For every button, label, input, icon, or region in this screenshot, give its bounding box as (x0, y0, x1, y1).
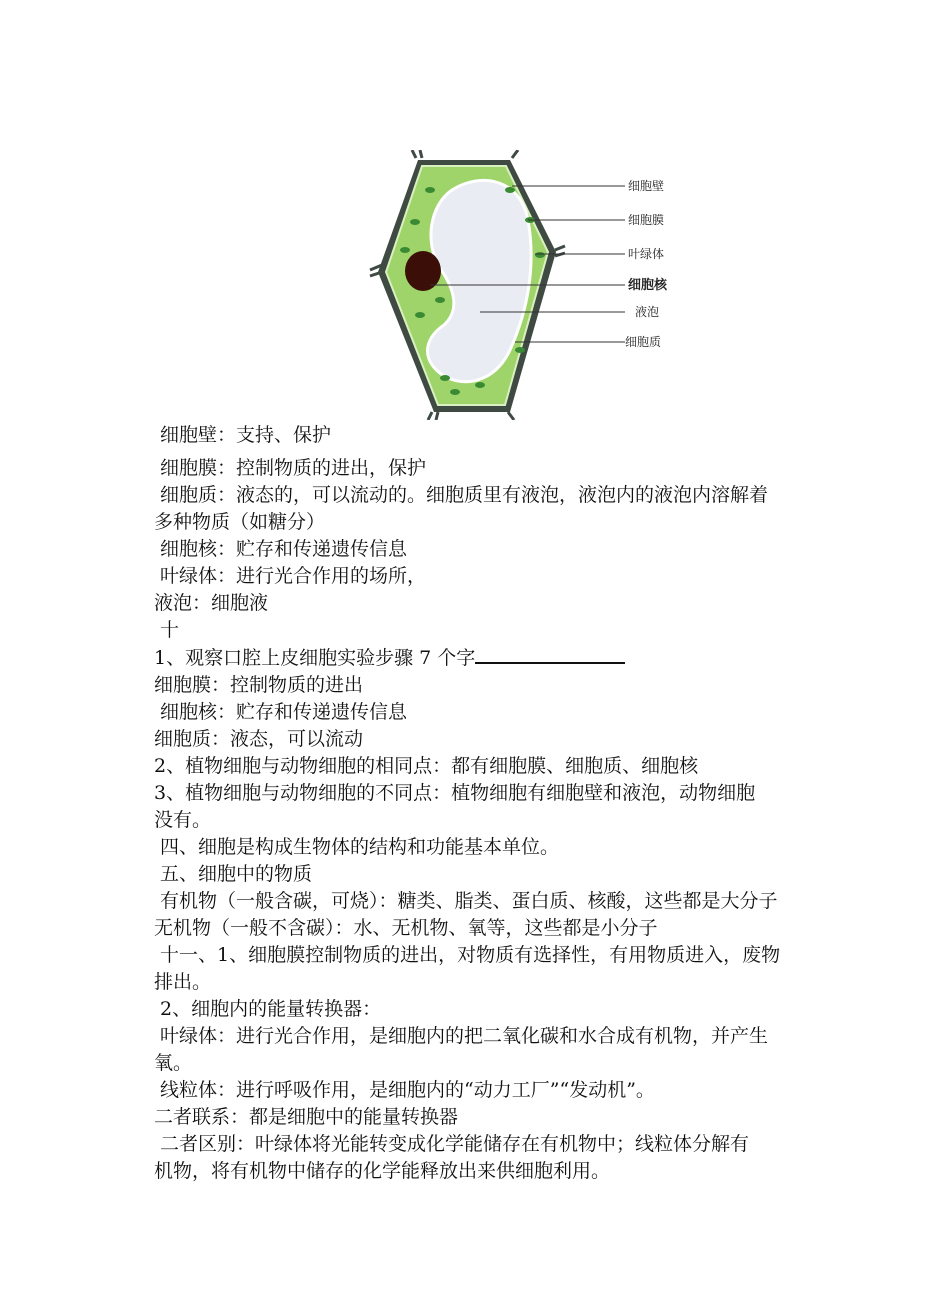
text-line-nucleus-2: 细胞核：贮存和传递遗传信息 (154, 701, 408, 723)
text-line-membrane-2: 细胞膜：控制物质的进出 (154, 674, 364, 696)
text-line-mitochondria: 线粒体：进行呼吸作用，是细胞内的“动力工厂”“发动机”。 (154, 1079, 655, 1101)
question-1-text: 1、观察口腔上皮细胞实验步骤 7 个字 (154, 647, 476, 669)
text-line-differences: 3、植物细胞与动物细胞的不同点：植物细胞有细胞壁和液泡，动物细胞 (154, 782, 756, 804)
label-vacuole: 液泡 (635, 305, 660, 319)
section-heading-five: 五、细胞中的物质 (154, 863, 313, 885)
text-line-distinction: 二者区别：叶绿体将光能转变成化学能储存在有机物中；线粒体分解有 (154, 1133, 750, 1155)
text-line-eleven-cont: 排出。 (154, 971, 212, 993)
text-line-cell-membrane: 细胞膜：控制物质的进出，保护 (154, 457, 427, 479)
text-line-inorganic: 无机物（一般不含碳）：水、无机物、氧等，这些都是小分子 (154, 917, 658, 939)
plant-cell-diagram (360, 150, 690, 420)
text-line-similarities: 2、植物细胞与动物细胞的相同点：都有细胞膜、细胞质、细胞核 (154, 755, 699, 777)
section-heading-ten: 十 (154, 619, 180, 641)
text-line-distinction-cont: 机物，将有机物中储存的化学能释放出来供细胞利用。 (154, 1160, 611, 1182)
text-line-vacuole: 液泡：细胞液 (154, 592, 269, 614)
answer-blank (475, 644, 625, 664)
text-line-chloroplast-2-cont: 氧。 (154, 1052, 193, 1074)
text-line-question-1 (154, 644, 804, 672)
label-nucleus: 细胞核 (628, 278, 668, 293)
section-heading-four: 四、细胞是构成生物体的结构和功能基本单位。 (154, 836, 560, 858)
label-cell-wall: 细胞壁 (628, 179, 665, 193)
label-cell-membrane: 细胞膜 (628, 213, 665, 227)
text-line-cytoplasm: 细胞质：液态的，可以流动的。细胞质里有液泡，液泡内的液泡内溶解着 (154, 484, 769, 506)
label-chloroplast: 叶绿体 (628, 247, 665, 261)
text-line-differences-cont: 没有。 (154, 809, 212, 831)
text-line-energy-converters: 2、细胞内的能量转换器： (154, 998, 382, 1020)
text-line-cell-wall: 细胞壁：支持、保护 (154, 424, 332, 446)
label-cytoplasm: 细胞质 (625, 335, 662, 349)
text-line-chloroplast: 叶绿体：进行光合作用的场所， (154, 565, 427, 587)
text-line-cytoplasm-2: 细胞质：液态，可以流动 (154, 728, 364, 750)
section-heading-eleven: 十一、1、细胞膜控制物质的进出，对物质有选择性，有用物质进入，废物 (154, 944, 781, 966)
text-line-organic: 有机物（一般含碳，可烧）：糖类、脂类、蛋白质、核酸，这些都是大分子 (154, 890, 778, 912)
text-line-chloroplast-2: 叶绿体：进行光合作用，是细胞内的把二氧化碳和水合成有机物，并产生 (154, 1025, 769, 1047)
text-line-nucleus: 细胞核：贮存和传递遗传信息 (154, 538, 408, 560)
text-line-relation: 二者联系：都是细胞中的能量转换器 (154, 1106, 459, 1128)
document-body (154, 422, 804, 1185)
text-line-cytoplasm-cont: 多种物质（如糖分） (154, 511, 326, 533)
